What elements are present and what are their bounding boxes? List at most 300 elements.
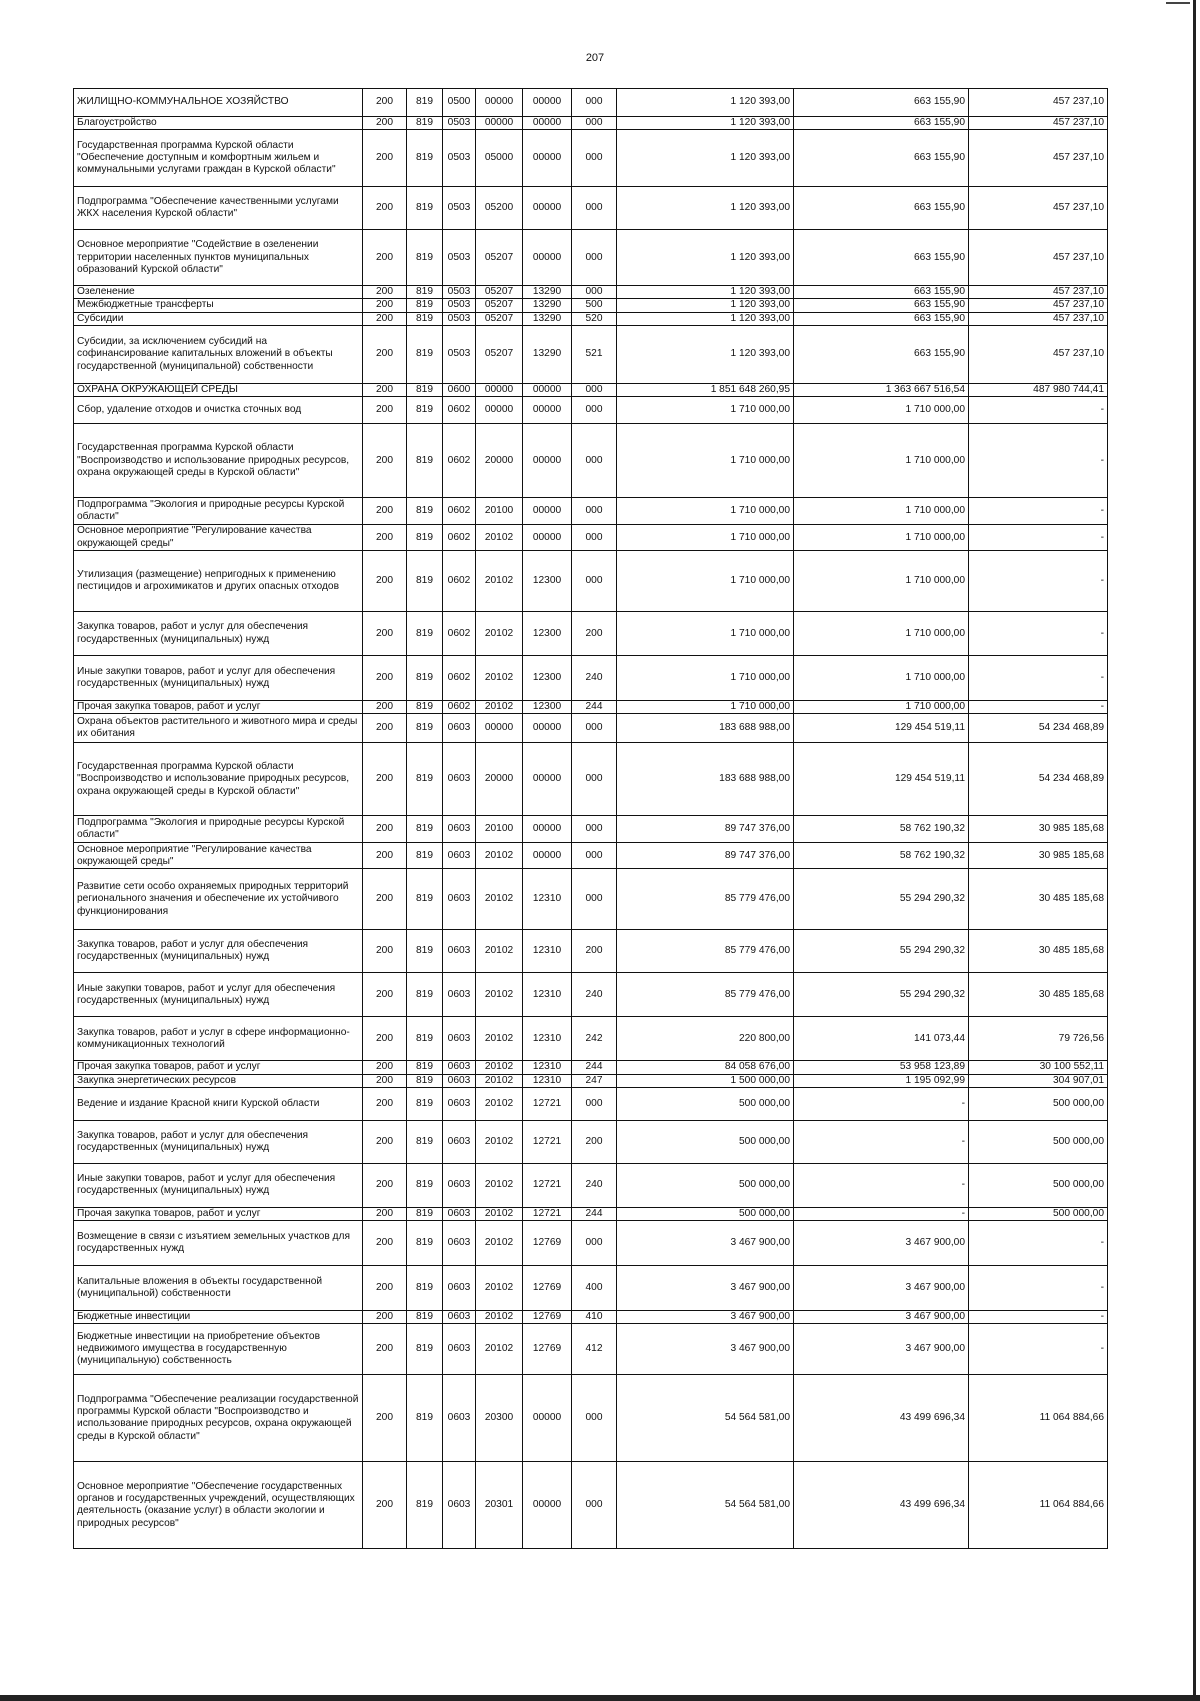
cell-amount-1: 85 779 476,00	[617, 930, 794, 973]
cell-group-code: 200	[363, 1221, 407, 1266]
cell-target-article: 00000	[523, 843, 572, 869]
cell-expense-type: 000	[572, 89, 617, 117]
cell-name: Прочая закупка товаров, работ и услуг	[74, 1061, 363, 1074]
cell-amount-1: 89 747 376,00	[617, 843, 794, 869]
cell-admin-code: 819	[407, 1221, 443, 1266]
cell-group-code: 200	[363, 525, 407, 551]
cell-target-article: 12310	[523, 973, 572, 1017]
cell-amount-3: 11 064 884,66	[969, 1462, 1108, 1549]
cell-amount-1: 500 000,00	[617, 1163, 794, 1207]
cell-name: Возмещение в связи с изъятием земельных участков для государственных нужд	[74, 1221, 363, 1266]
cell-section-code: 0503	[443, 286, 476, 299]
cell-name: Сбор, удаление отходов и очистка сточных вод	[74, 397, 363, 424]
cell-target-article: 12769	[523, 1324, 572, 1375]
cell-section-code: 0603	[443, 973, 476, 1017]
table-row	[74, 1324, 1108, 1375]
cell-admin-code: 819	[407, 424, 443, 498]
cell-amount-2: 53 958 123,89	[794, 1061, 969, 1074]
table-row	[74, 701, 1108, 714]
cell-target-article: 12721	[523, 1087, 572, 1120]
cell-amount-1: 1 120 393,00	[617, 312, 794, 325]
cell-program-code: 00000	[476, 89, 523, 117]
cell-group-code: 200	[363, 656, 407, 701]
cell-expense-type: 000	[572, 1462, 617, 1549]
cell-amount-3: -	[969, 397, 1108, 424]
cell-section-code: 0603	[443, 930, 476, 973]
cell-section-code: 0600	[443, 383, 476, 396]
cell-program-code: 20102	[476, 1207, 523, 1220]
table-row	[74, 498, 1108, 525]
cell-admin-code: 819	[407, 1311, 443, 1324]
cell-amount-1: 1 710 000,00	[617, 498, 794, 525]
cell-amount-1: 1 120 393,00	[617, 299, 794, 312]
cell-amount-3: -	[969, 1221, 1108, 1266]
cell-target-article: 13290	[523, 286, 572, 299]
cell-group-code: 200	[363, 498, 407, 525]
cell-program-code: 20300	[476, 1375, 523, 1462]
cell-admin-code: 819	[407, 843, 443, 869]
table-row	[74, 656, 1108, 701]
cell-name: Основное мероприятие "Регулирование качества окружающей среды"	[74, 843, 363, 869]
cell-section-code: 0603	[443, 1163, 476, 1207]
cell-target-article: 00000	[523, 230, 572, 286]
cell-group-code: 200	[363, 397, 407, 424]
cell-program-code: 20102	[476, 656, 523, 701]
cell-expense-type: 000	[572, 1087, 617, 1120]
table-row	[74, 843, 1108, 869]
table-row	[74, 1311, 1108, 1324]
cell-section-code: 0503	[443, 312, 476, 325]
cell-program-code: 20102	[476, 1087, 523, 1120]
cell-expense-type: 000	[572, 383, 617, 396]
table-row	[74, 1120, 1108, 1163]
cell-expense-type: 000	[572, 286, 617, 299]
cell-group-code: 200	[363, 1462, 407, 1549]
cell-expense-type: 000	[572, 843, 617, 869]
cell-name: Капитальные вложения в объекты государственной (муниципальной) собственности	[74, 1266, 363, 1311]
cell-program-code: 20100	[476, 816, 523, 843]
cell-name: Основное мероприятие "Регулирование качества окружающей среды"	[74, 525, 363, 551]
cell-expense-type: 000	[572, 230, 617, 286]
cell-name: Подпрограмма "Экология и природные ресурсы Курской области"	[74, 816, 363, 843]
cell-amount-2: 663 155,90	[794, 89, 969, 117]
cell-admin-code: 819	[407, 930, 443, 973]
cell-amount-3: -	[969, 612, 1108, 656]
cell-admin-code: 819	[407, 187, 443, 230]
cell-amount-1: 1 710 000,00	[617, 656, 794, 701]
cell-amount-3: 457 237,10	[969, 187, 1108, 230]
cell-expense-type: 200	[572, 930, 617, 973]
table-row	[74, 299, 1108, 312]
cell-amount-1: 1 120 393,00	[617, 130, 794, 187]
cell-name: Основное мероприятие "Обеспечение государственных органов и государственных учреждений, осуществляющих деятельность (оказание услуг) в области экологии и природных ресурсов"	[74, 1462, 363, 1549]
table-row	[74, 612, 1108, 656]
cell-amount-2: 1 710 000,00	[794, 656, 969, 701]
cell-group-code: 200	[363, 1375, 407, 1462]
cell-admin-code: 819	[407, 869, 443, 930]
table-row	[74, 117, 1108, 130]
cell-target-article: 00000	[523, 117, 572, 130]
cell-amount-1: 1 120 393,00	[617, 230, 794, 286]
cell-admin-code: 819	[407, 286, 443, 299]
cell-target-article: 00000	[523, 743, 572, 816]
cell-section-code: 0603	[443, 1120, 476, 1163]
cell-admin-code: 819	[407, 230, 443, 286]
cell-name: Развитие сети особо охраняемых природных территорий регионального значения и обеспечение их устойчивого функционирования	[74, 869, 363, 930]
cell-group-code: 200	[363, 230, 407, 286]
cell-amount-1: 85 779 476,00	[617, 973, 794, 1017]
cell-program-code: 20102	[476, 1311, 523, 1324]
cell-target-article: 12310	[523, 930, 572, 973]
cell-group-code: 200	[363, 286, 407, 299]
cell-amount-2: 1 710 000,00	[794, 551, 969, 612]
cell-expense-type: 240	[572, 656, 617, 701]
cell-program-code: 20102	[476, 1017, 523, 1061]
cell-target-article: 12769	[523, 1311, 572, 1324]
cell-name: Озеленение	[74, 286, 363, 299]
table-row	[74, 1017, 1108, 1061]
cell-name: Ведение и издание Красной книги Курской области	[74, 1087, 363, 1120]
cell-target-article: 00000	[523, 498, 572, 525]
cell-amount-1: 1 710 000,00	[617, 551, 794, 612]
cell-amount-2: -	[794, 1163, 969, 1207]
cell-program-code: 20102	[476, 1163, 523, 1207]
cell-group-code: 200	[363, 130, 407, 187]
table-row	[74, 869, 1108, 930]
cell-name: Утилизация (размещение) непригодных к применению пестицидов и агрохимикатов и других опасных отходов	[74, 551, 363, 612]
cell-program-code: 20102	[476, 1324, 523, 1375]
cell-name: Прочая закупка товаров, работ и услуг	[74, 701, 363, 714]
cell-amount-1: 3 467 900,00	[617, 1266, 794, 1311]
cell-name: Закупка товаров, работ и услуг для обеспечения государственных (муниципальных) нужд	[74, 930, 363, 973]
table-row	[74, 551, 1108, 612]
cell-amount-1: 1 710 000,00	[617, 397, 794, 424]
table-row	[74, 1375, 1108, 1462]
cell-amount-3: 30 985 185,68	[969, 816, 1108, 843]
cell-admin-code: 819	[407, 1266, 443, 1311]
cell-section-code: 0602	[443, 701, 476, 714]
cell-section-code: 0603	[443, 1266, 476, 1311]
cell-section-code: 0603	[443, 1017, 476, 1061]
cell-group-code: 200	[363, 299, 407, 312]
cell-expense-type: 244	[572, 1061, 617, 1074]
cell-amount-3: -	[969, 424, 1108, 498]
cell-program-code: 20102	[476, 1061, 523, 1074]
cell-target-article: 13290	[523, 312, 572, 325]
budget-table	[73, 88, 1108, 1549]
cell-admin-code: 819	[407, 714, 443, 743]
cell-section-code: 0602	[443, 424, 476, 498]
cell-admin-code: 819	[407, 701, 443, 714]
cell-amount-1: 1 710 000,00	[617, 424, 794, 498]
cell-name: Бюджетные инвестиции на приобретение объектов недвижимого имущества в государственную (муниципальную) собственность	[74, 1324, 363, 1375]
cell-program-code: 20102	[476, 612, 523, 656]
cell-admin-code: 819	[407, 1462, 443, 1549]
cell-target-article: 13290	[523, 299, 572, 312]
cell-amount-3: 11 064 884,66	[969, 1375, 1108, 1462]
cell-program-code: 20102	[476, 1221, 523, 1266]
cell-group-code: 200	[363, 843, 407, 869]
cell-target-article: 12300	[523, 701, 572, 714]
cell-amount-2: 3 467 900,00	[794, 1311, 969, 1324]
cell-group-code: 200	[363, 1087, 407, 1120]
cell-expense-type: 521	[572, 325, 617, 383]
cell-admin-code: 819	[407, 525, 443, 551]
cell-target-article: 00000	[523, 1375, 572, 1462]
cell-program-code: 20102	[476, 1266, 523, 1311]
table-row	[74, 187, 1108, 230]
cell-section-code: 0603	[443, 843, 476, 869]
cell-group-code: 200	[363, 701, 407, 714]
cell-section-code: 0603	[443, 1221, 476, 1266]
cell-name: Благоустройство	[74, 117, 363, 130]
cell-amount-1: 220 800,00	[617, 1017, 794, 1061]
cell-amount-3: 30 485 185,68	[969, 930, 1108, 973]
cell-group-code: 200	[363, 117, 407, 130]
cell-name: Бюджетные инвестиции	[74, 1311, 363, 1324]
cell-target-article: 00000	[523, 816, 572, 843]
table-row	[74, 714, 1108, 743]
cell-group-code: 200	[363, 930, 407, 973]
cell-admin-code: 819	[407, 498, 443, 525]
table-row	[74, 743, 1108, 816]
cell-group-code: 200	[363, 743, 407, 816]
cell-amount-3: 457 237,10	[969, 286, 1108, 299]
cell-name: Иные закупки товаров, работ и услуг для обеспечения государственных (муниципальных) нужд	[74, 1163, 363, 1207]
cell-name: Закупка энергетических ресурсов	[74, 1074, 363, 1087]
cell-group-code: 200	[363, 312, 407, 325]
cell-amount-3: 457 237,10	[969, 312, 1108, 325]
cell-group-code: 200	[363, 383, 407, 396]
table-row	[74, 1207, 1108, 1220]
table-row	[74, 1087, 1108, 1120]
cell-amount-2: 663 155,90	[794, 187, 969, 230]
table-row	[74, 286, 1108, 299]
cell-amount-3: 54 234 468,89	[969, 743, 1108, 816]
cell-program-code: 20102	[476, 869, 523, 930]
cell-amount-3: -	[969, 1324, 1108, 1375]
cell-section-code: 0602	[443, 525, 476, 551]
cell-admin-code: 819	[407, 325, 443, 383]
table-row	[74, 1061, 1108, 1074]
cell-target-article: 12769	[523, 1221, 572, 1266]
cell-amount-3: 79 726,56	[969, 1017, 1108, 1061]
cell-program-code: 05000	[476, 130, 523, 187]
cell-amount-1: 85 779 476,00	[617, 869, 794, 930]
cell-amount-3: 30 485 185,68	[969, 869, 1108, 930]
table-row	[74, 1163, 1108, 1207]
cell-expense-type: 000	[572, 1221, 617, 1266]
cell-amount-1: 183 688 988,00	[617, 743, 794, 816]
cell-admin-code: 819	[407, 1207, 443, 1220]
cell-group-code: 200	[363, 1163, 407, 1207]
cell-name: Подпрограмма "Обеспечение реализации государственной программы Курской области "Воспроизводство и использование природных ресурсов, охрана окружающей среды в Курской области"	[74, 1375, 363, 1462]
cell-amount-3: 457 237,10	[969, 117, 1108, 130]
cell-amount-2: 129 454 519,11	[794, 743, 969, 816]
table-row	[74, 973, 1108, 1017]
table-row	[74, 383, 1108, 396]
cell-amount-1: 1 120 393,00	[617, 286, 794, 299]
cell-admin-code: 819	[407, 1074, 443, 1087]
cell-amount-1: 500 000,00	[617, 1120, 794, 1163]
cell-amount-1: 1 851 648 260,95	[617, 383, 794, 396]
cell-amount-2: 3 467 900,00	[794, 1324, 969, 1375]
cell-amount-3: 457 237,10	[969, 325, 1108, 383]
cell-amount-3: 54 234 468,89	[969, 714, 1108, 743]
cell-amount-1: 89 747 376,00	[617, 816, 794, 843]
cell-expense-type: 000	[572, 1375, 617, 1462]
cell-amount-3: 500 000,00	[969, 1207, 1108, 1220]
table-row	[74, 1074, 1108, 1087]
cell-section-code: 0503	[443, 230, 476, 286]
cell-admin-code: 819	[407, 551, 443, 612]
cell-expense-type: 500	[572, 299, 617, 312]
cell-name: Иные закупки товаров, работ и услуг для обеспечения государственных (муниципальных) нужд	[74, 656, 363, 701]
page-number: 207	[585, 52, 605, 64]
table-row	[74, 230, 1108, 286]
cell-amount-2: -	[794, 1207, 969, 1220]
cell-admin-code: 819	[407, 397, 443, 424]
cell-amount-1: 1 500 000,00	[617, 1074, 794, 1087]
table-row	[74, 1266, 1108, 1311]
cell-amount-1: 500 000,00	[617, 1207, 794, 1220]
cell-target-article: 12310	[523, 1061, 572, 1074]
table-row	[74, 312, 1108, 325]
cell-expense-type: 400	[572, 1266, 617, 1311]
cell-group-code: 200	[363, 1207, 407, 1220]
cell-name: Межбюджетные трансферты	[74, 299, 363, 312]
cell-amount-1: 1 120 393,00	[617, 117, 794, 130]
cell-target-article: 12300	[523, 551, 572, 612]
cell-amount-2: 58 762 190,32	[794, 816, 969, 843]
cell-amount-3: 500 000,00	[969, 1163, 1108, 1207]
cell-target-article: 12721	[523, 1120, 572, 1163]
cell-amount-2: 1 363 667 516,54	[794, 383, 969, 396]
cell-amount-2: 1 710 000,00	[794, 701, 969, 714]
cell-name: ЖИЛИЩНО-КОММУНАЛЬНОЕ ХОЗЯЙСТВО	[74, 89, 363, 117]
cell-amount-1: 54 564 581,00	[617, 1375, 794, 1462]
cell-amount-3: 304 907,01	[969, 1074, 1108, 1087]
cell-name: Иные закупки товаров, работ и услуг для обеспечения государственных (муниципальных) нужд	[74, 973, 363, 1017]
cell-section-code: 0503	[443, 117, 476, 130]
cell-expense-type: 240	[572, 1163, 617, 1207]
cell-expense-type: 000	[572, 869, 617, 930]
cell-expense-type: 000	[572, 525, 617, 551]
cell-amount-2: 663 155,90	[794, 312, 969, 325]
cell-amount-1: 1 120 393,00	[617, 187, 794, 230]
cell-target-article: 13290	[523, 325, 572, 383]
cell-section-code: 0603	[443, 1311, 476, 1324]
cell-program-code: 00000	[476, 383, 523, 396]
table-row	[74, 1462, 1108, 1549]
cell-group-code: 200	[363, 1061, 407, 1074]
cell-name: Субсидии	[74, 312, 363, 325]
cell-program-code: 05207	[476, 230, 523, 286]
cell-program-code: 20301	[476, 1462, 523, 1549]
cell-target-article: 12300	[523, 612, 572, 656]
cell-target-article: 00000	[523, 1462, 572, 1549]
cell-amount-2: -	[794, 1087, 969, 1120]
scan-edge-bottom	[0, 1695, 1200, 1701]
cell-group-code: 200	[363, 1266, 407, 1311]
cell-target-article: 12769	[523, 1266, 572, 1311]
cell-amount-2: 141 073,44	[794, 1017, 969, 1061]
cell-target-article: 00000	[523, 187, 572, 230]
cell-expense-type: 000	[572, 424, 617, 498]
cell-program-code: 00000	[476, 397, 523, 424]
cell-admin-code: 819	[407, 130, 443, 187]
cell-amount-3: 457 237,10	[969, 299, 1108, 312]
cell-group-code: 200	[363, 973, 407, 1017]
cell-target-article: 12721	[523, 1163, 572, 1207]
cell-amount-2: 1 710 000,00	[794, 525, 969, 551]
cell-section-code: 0603	[443, 1375, 476, 1462]
cell-amount-3: -	[969, 701, 1108, 714]
cell-program-code: 05207	[476, 299, 523, 312]
cell-amount-2: 1 710 000,00	[794, 424, 969, 498]
cell-program-code: 20000	[476, 424, 523, 498]
cell-target-article: 12721	[523, 1207, 572, 1220]
cell-amount-1: 84 058 676,00	[617, 1061, 794, 1074]
cell-target-article: 00000	[523, 424, 572, 498]
cell-amount-1: 183 688 988,00	[617, 714, 794, 743]
cell-amount-3: -	[969, 525, 1108, 551]
cell-amount-2: 55 294 290,32	[794, 869, 969, 930]
cell-section-code: 0503	[443, 325, 476, 383]
cell-target-article: 00000	[523, 130, 572, 187]
cell-amount-2: 1 710 000,00	[794, 397, 969, 424]
cell-expense-type: 247	[572, 1074, 617, 1087]
cell-admin-code: 819	[407, 299, 443, 312]
cell-target-article: 12310	[523, 869, 572, 930]
cell-amount-3: -	[969, 551, 1108, 612]
table-row	[74, 930, 1108, 973]
cell-section-code: 0500	[443, 89, 476, 117]
cell-program-code: 05207	[476, 325, 523, 383]
cell-group-code: 200	[363, 187, 407, 230]
cell-group-code: 200	[363, 89, 407, 117]
cell-amount-3: -	[969, 656, 1108, 701]
cell-name: Закупка товаров, работ и услуг в сфере информационно-коммуникационных технологий	[74, 1017, 363, 1061]
cell-amount-2: 663 155,90	[794, 299, 969, 312]
cell-group-code: 200	[363, 869, 407, 930]
cell-expense-type: 200	[572, 1120, 617, 1163]
cell-program-code: 20102	[476, 525, 523, 551]
cell-admin-code: 819	[407, 1375, 443, 1462]
cell-amount-3: 500 000,00	[969, 1120, 1108, 1163]
cell-target-article: 12310	[523, 1074, 572, 1087]
cell-amount-1: 3 467 900,00	[617, 1221, 794, 1266]
cell-admin-code: 819	[407, 743, 443, 816]
cell-expense-type: 244	[572, 1207, 617, 1220]
cell-section-code: 0602	[443, 397, 476, 424]
cell-expense-type: 000	[572, 551, 617, 612]
cell-amount-2: 663 155,90	[794, 117, 969, 130]
cell-expense-type: 000	[572, 743, 617, 816]
cell-group-code: 200	[363, 1120, 407, 1163]
cell-group-code: 200	[363, 551, 407, 612]
cell-program-code: 20102	[476, 701, 523, 714]
cell-amount-3: 500 000,00	[969, 1087, 1108, 1120]
scan-artifact	[1166, 2, 1190, 4]
table-row	[74, 816, 1108, 843]
cell-amount-2: 3 467 900,00	[794, 1221, 969, 1266]
cell-group-code: 200	[363, 424, 407, 498]
cell-expense-type: 200	[572, 612, 617, 656]
cell-expense-type: 000	[572, 187, 617, 230]
cell-amount-1: 3 467 900,00	[617, 1324, 794, 1375]
cell-section-code: 0603	[443, 1207, 476, 1220]
